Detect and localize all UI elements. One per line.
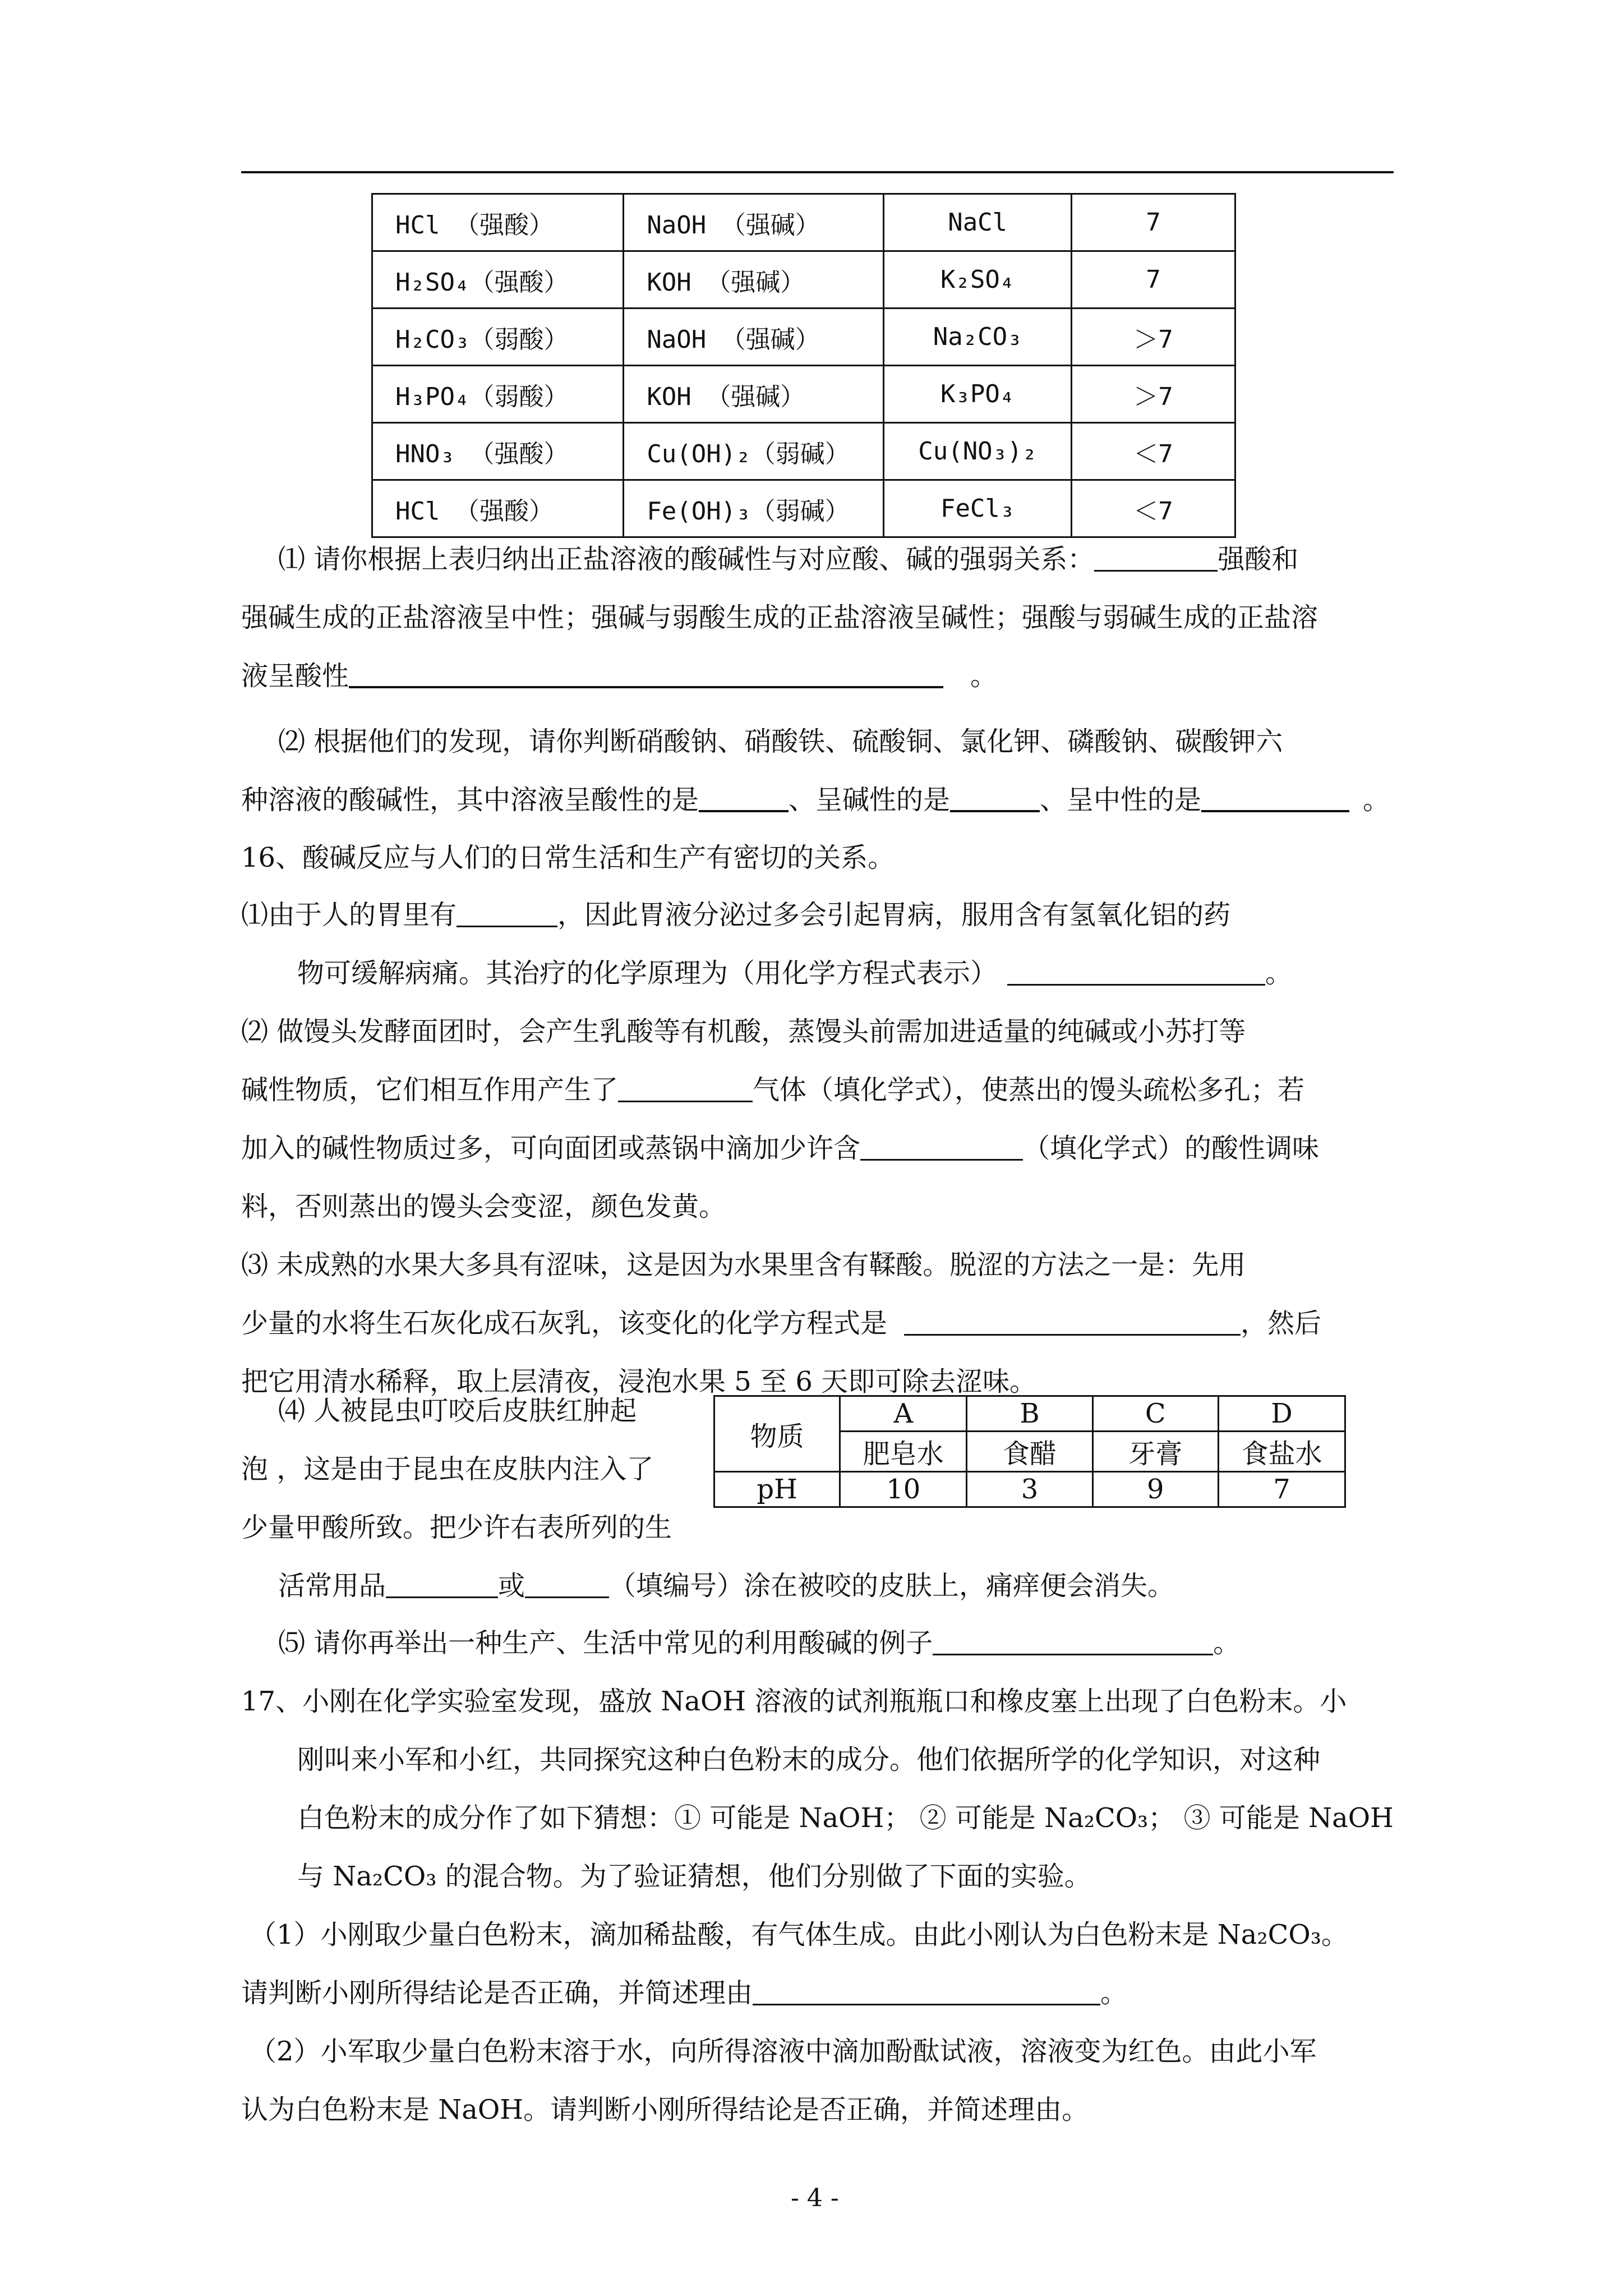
- answer-blank[interactable]: [386, 1570, 498, 1598]
- answer-blank[interactable]: [1094, 543, 1218, 572]
- substance-ph-table: [713, 1395, 1346, 1508]
- salt-table-row: [372, 366, 1235, 423]
- ph-value: 9: [1092, 1472, 1218, 1507]
- q17-line2: 刚叫来小军和小红，共同探究这种白色粉末的成分。他们依据所学的化学知识，对这种: [297, 1744, 1321, 1775]
- acid-cell: HCl （强酸）: [372, 194, 624, 251]
- q16-p2-line1: ⑵ 做馒头发酵面团时，会产生乳酸等有机酸，蒸馒头前需加进适量的纯碱或小苏打等: [241, 1016, 1246, 1047]
- salt-table-row: [372, 251, 1235, 309]
- q16-p2-line4: 料，否则蒸出的馒头会变涩，颜色发黄。: [241, 1191, 726, 1222]
- q16-p4-text: （填编号）涂在被咬的皮肤上，痛痒便会消失。: [609, 1570, 1175, 1602]
- base-cell: Cu(OH)₂（弱碱）: [624, 423, 884, 480]
- ph-value: 3: [967, 1472, 1092, 1507]
- q16-p4-line1: ⑷ 人被昆虫叮咬后皮肤红肿起: [278, 1395, 637, 1427]
- ph-cell: ＞7: [1072, 366, 1235, 423]
- answer-blank[interactable]: [904, 1307, 1241, 1336]
- q15-p1-text: ⑴ 请你根据上表归纳出正盐溶液的酸碱性与对应酸、碱的强弱关系：: [278, 544, 1095, 575]
- q17-line1: 17、小刚在化学实验室发现，盛放 NaOH 溶液的试剂瓶瓶口和橡皮塞上出现了白色粉末。小: [241, 1686, 1347, 1717]
- q15-p1-line1: [278, 537, 1298, 576]
- q16-p1-text: ，因此胃液分泌过多会引起胃病，服用含有氢氧化铝的药: [557, 899, 1231, 931]
- ph-cell: 7: [1072, 194, 1235, 251]
- acid-cell: HCl （强酸）: [372, 480, 624, 537]
- salt-cell: Cu(NO₃)₂: [884, 423, 1072, 480]
- q16-p5-text: 。: [1213, 1627, 1241, 1659]
- q17-p1-line1: （1）小刚取少量白色粉末，滴加稀盐酸，有气体生成。由此小刚认为白色粉末是 Na₂CO₃。: [250, 1919, 1348, 1950]
- q15-p2-line1: ⑵ 根据他们的发现，请你判断硝酸钠、硝酸铁、硫酸铜、氯化钾、磷酸钠、碳酸钾六: [278, 726, 1283, 757]
- q16-title: 16、酸碱反应与人们的日常生活和生产有密切的关系。: [241, 842, 895, 873]
- q15-p2-text: 、呈中性的是: [1040, 784, 1202, 816]
- answer-blank[interactable]: [1201, 783, 1349, 812]
- q15-p1-line3: [241, 654, 997, 693]
- q15-p1-text: 强酸和: [1218, 544, 1299, 575]
- salt-ph-table: [371, 193, 1236, 538]
- page-number: - 4 -: [791, 2184, 839, 2212]
- base-cell: NaOH （强碱）: [624, 194, 884, 251]
- acid-cell: H₂SO₄（强酸）: [372, 251, 624, 309]
- ph-cell: 7: [1072, 251, 1235, 309]
- q16-p2-line3: [241, 1126, 1319, 1165]
- q17-p1-text: 请判断小刚所得结论是否正确，并简述理由: [241, 1977, 753, 2009]
- q17-line4: 与 Na₂CO₃ 的混合物。为了验证猜想，他们分别做了下面的实验。: [297, 1861, 1091, 1892]
- ph-col-letter: B: [967, 1396, 1092, 1432]
- q16-p4-text: 或: [498, 1570, 525, 1602]
- ph-col-name: 食醋: [967, 1432, 1092, 1472]
- ph-cell: ＞7: [1072, 309, 1235, 366]
- salt-cell: NaCl: [884, 194, 1072, 251]
- acid-cell: H₃PO₄（弱酸）: [372, 366, 624, 423]
- ph-table-substance-label: 物质: [714, 1396, 840, 1472]
- answer-blank[interactable]: [1007, 957, 1265, 986]
- q16-p4-line2: 泡 ，这是由于昆虫在皮肤内注入了: [241, 1453, 654, 1485]
- answer-blank[interactable]: [699, 783, 789, 812]
- answer-blank[interactable]: [860, 1132, 1023, 1161]
- q15-p1-text: 。: [970, 660, 998, 692]
- q16-p1-line2: [297, 951, 1292, 990]
- answer-blank[interactable]: [525, 1570, 609, 1598]
- q15-p1-line2: 强碱生成的正盐溶液呈中性；强碱与弱酸生成的正盐溶液呈碱性；强酸与弱碱生成的正盐溶: [241, 602, 1318, 633]
- q16-p4-text: 活常用品: [278, 1570, 386, 1602]
- ph-cell: ＜7: [1072, 423, 1235, 480]
- q16-p3-text: 少量的水将生石灰化成石灰乳，该变化的化学方程式是: [241, 1308, 888, 1339]
- salt-table-row: [372, 480, 1235, 537]
- q15-p2-line2: [241, 778, 1390, 817]
- ph-table-ph-label: pH: [714, 1472, 840, 1507]
- ph-table-value-row: [714, 1472, 1345, 1507]
- q17-p2-line2: 认为白色粉末是 NaOH。请判断小刚所得结论是否正确，并简述理由。: [241, 2094, 1089, 2125]
- q16-p2-line2: [241, 1068, 1304, 1107]
- q16-p1-text: 物可缓解病痛。其治疗的化学原理为（用化学方程式表示）: [297, 958, 998, 989]
- q16-p4-line3: 少量甲酸所致。把少许右表所列的生: [241, 1512, 672, 1543]
- q16-p2-text: （填化学式）的酸性调味: [1023, 1133, 1320, 1164]
- salt-table-row: [372, 423, 1235, 480]
- q16-p5-line1: [278, 1621, 1240, 1660]
- ph-value: 7: [1218, 1472, 1345, 1507]
- ph-table-letter-row: [714, 1396, 1345, 1432]
- q16-p1-line1: [241, 893, 1230, 932]
- ph-col-name: 肥皂水: [840, 1432, 967, 1472]
- answer-blank[interactable]: [753, 1977, 1100, 2005]
- header-rule: [241, 171, 1394, 173]
- q17-p1-line2: [241, 1971, 1127, 2010]
- ph-cell: ＜7: [1072, 480, 1235, 537]
- q16-p1-text: ⑴由于人的胃里有: [241, 899, 457, 931]
- salt-table-body: [372, 194, 1235, 537]
- base-cell: KOH （强碱）: [624, 366, 884, 423]
- salt-table-row: [372, 309, 1235, 366]
- salt-cell: Na₂CO₃: [884, 309, 1072, 366]
- salt-cell: FeCl₃: [884, 480, 1072, 537]
- base-cell: KOH （强碱）: [624, 251, 884, 309]
- acid-cell: H₂CO₃（弱酸）: [372, 309, 624, 366]
- q15-p1-text: 液呈酸性: [241, 660, 349, 692]
- answer-blank[interactable]: [950, 783, 1040, 812]
- q17-p1-text: 。: [1100, 1977, 1128, 2009]
- q16-p2-text: 加入的碱性物质过多，可向面团或蒸锅中滴加少许含: [241, 1133, 861, 1164]
- q16-p2-text: 碱性物质，它们相互作用产生了: [241, 1074, 619, 1106]
- salt-cell: K₃PO₄: [884, 366, 1072, 423]
- q16-p3-line1: ⑶ 未成熟的水果大多具有涩味，这是因为水果里含有鞣酸。脱涩的方法之一是：先用: [241, 1249, 1246, 1281]
- ph-value: 10: [840, 1472, 967, 1507]
- ph-col-letter: C: [1092, 1396, 1218, 1432]
- ph-col-name: 牙膏: [1092, 1432, 1218, 1472]
- answer-blank[interactable]: [349, 659, 943, 688]
- ph-col-letter: D: [1218, 1396, 1345, 1432]
- q15-p2-text: 、呈碱性的是: [789, 784, 951, 816]
- q16-p2-text: 气体（填化学式），使蒸出的馒头疏松多孔；若: [753, 1074, 1305, 1106]
- q16-p3-line2: [241, 1301, 1321, 1340]
- ph-col-name: 食盐水: [1218, 1432, 1345, 1472]
- q16-p5-text: ⑸ 请你再举出一种生产、生活中常见的利用酸碱的例子: [278, 1627, 933, 1659]
- answer-blank[interactable]: [618, 1074, 753, 1102]
- q17-p2-line1: （2）小军取少量白色粉末溶于水，向所得溶液中滴加酚酞试液，溶液变为红色。由此小军: [250, 2036, 1317, 2067]
- q16-p3-text: ，然后: [1241, 1308, 1322, 1339]
- salt-cell: K₂SO₄: [884, 251, 1072, 309]
- q16-p4-line4: [278, 1564, 1174, 1603]
- base-cell: NaOH （强碱）: [624, 309, 884, 366]
- q17-line3: 白色粉末的成分作了如下猜想：① 可能是 NaOH； ② 可能是 Na₂CO₃； ③ 可能是 NaOH: [297, 1802, 1394, 1834]
- answer-blank[interactable]: [933, 1627, 1213, 1655]
- salt-table-row: [372, 194, 1235, 251]
- q16-p1-text: 。: [1265, 958, 1293, 989]
- ph-col-letter: A: [840, 1396, 967, 1432]
- answer-blank[interactable]: [457, 899, 557, 927]
- acid-cell: HNO₃ （强酸）: [372, 423, 624, 480]
- q15-p2-text: 。: [1363, 784, 1390, 816]
- base-cell: Fe(OH)₃（弱碱）: [624, 480, 884, 537]
- q16-p3-line3: 把它用清水稀释，取上层清夜，浸泡水果 5 至 6 天即可除去涩味。: [241, 1366, 1037, 1397]
- q15-p2-text: 种溶液的酸碱性，其中溶液呈酸性的是: [241, 784, 699, 816]
